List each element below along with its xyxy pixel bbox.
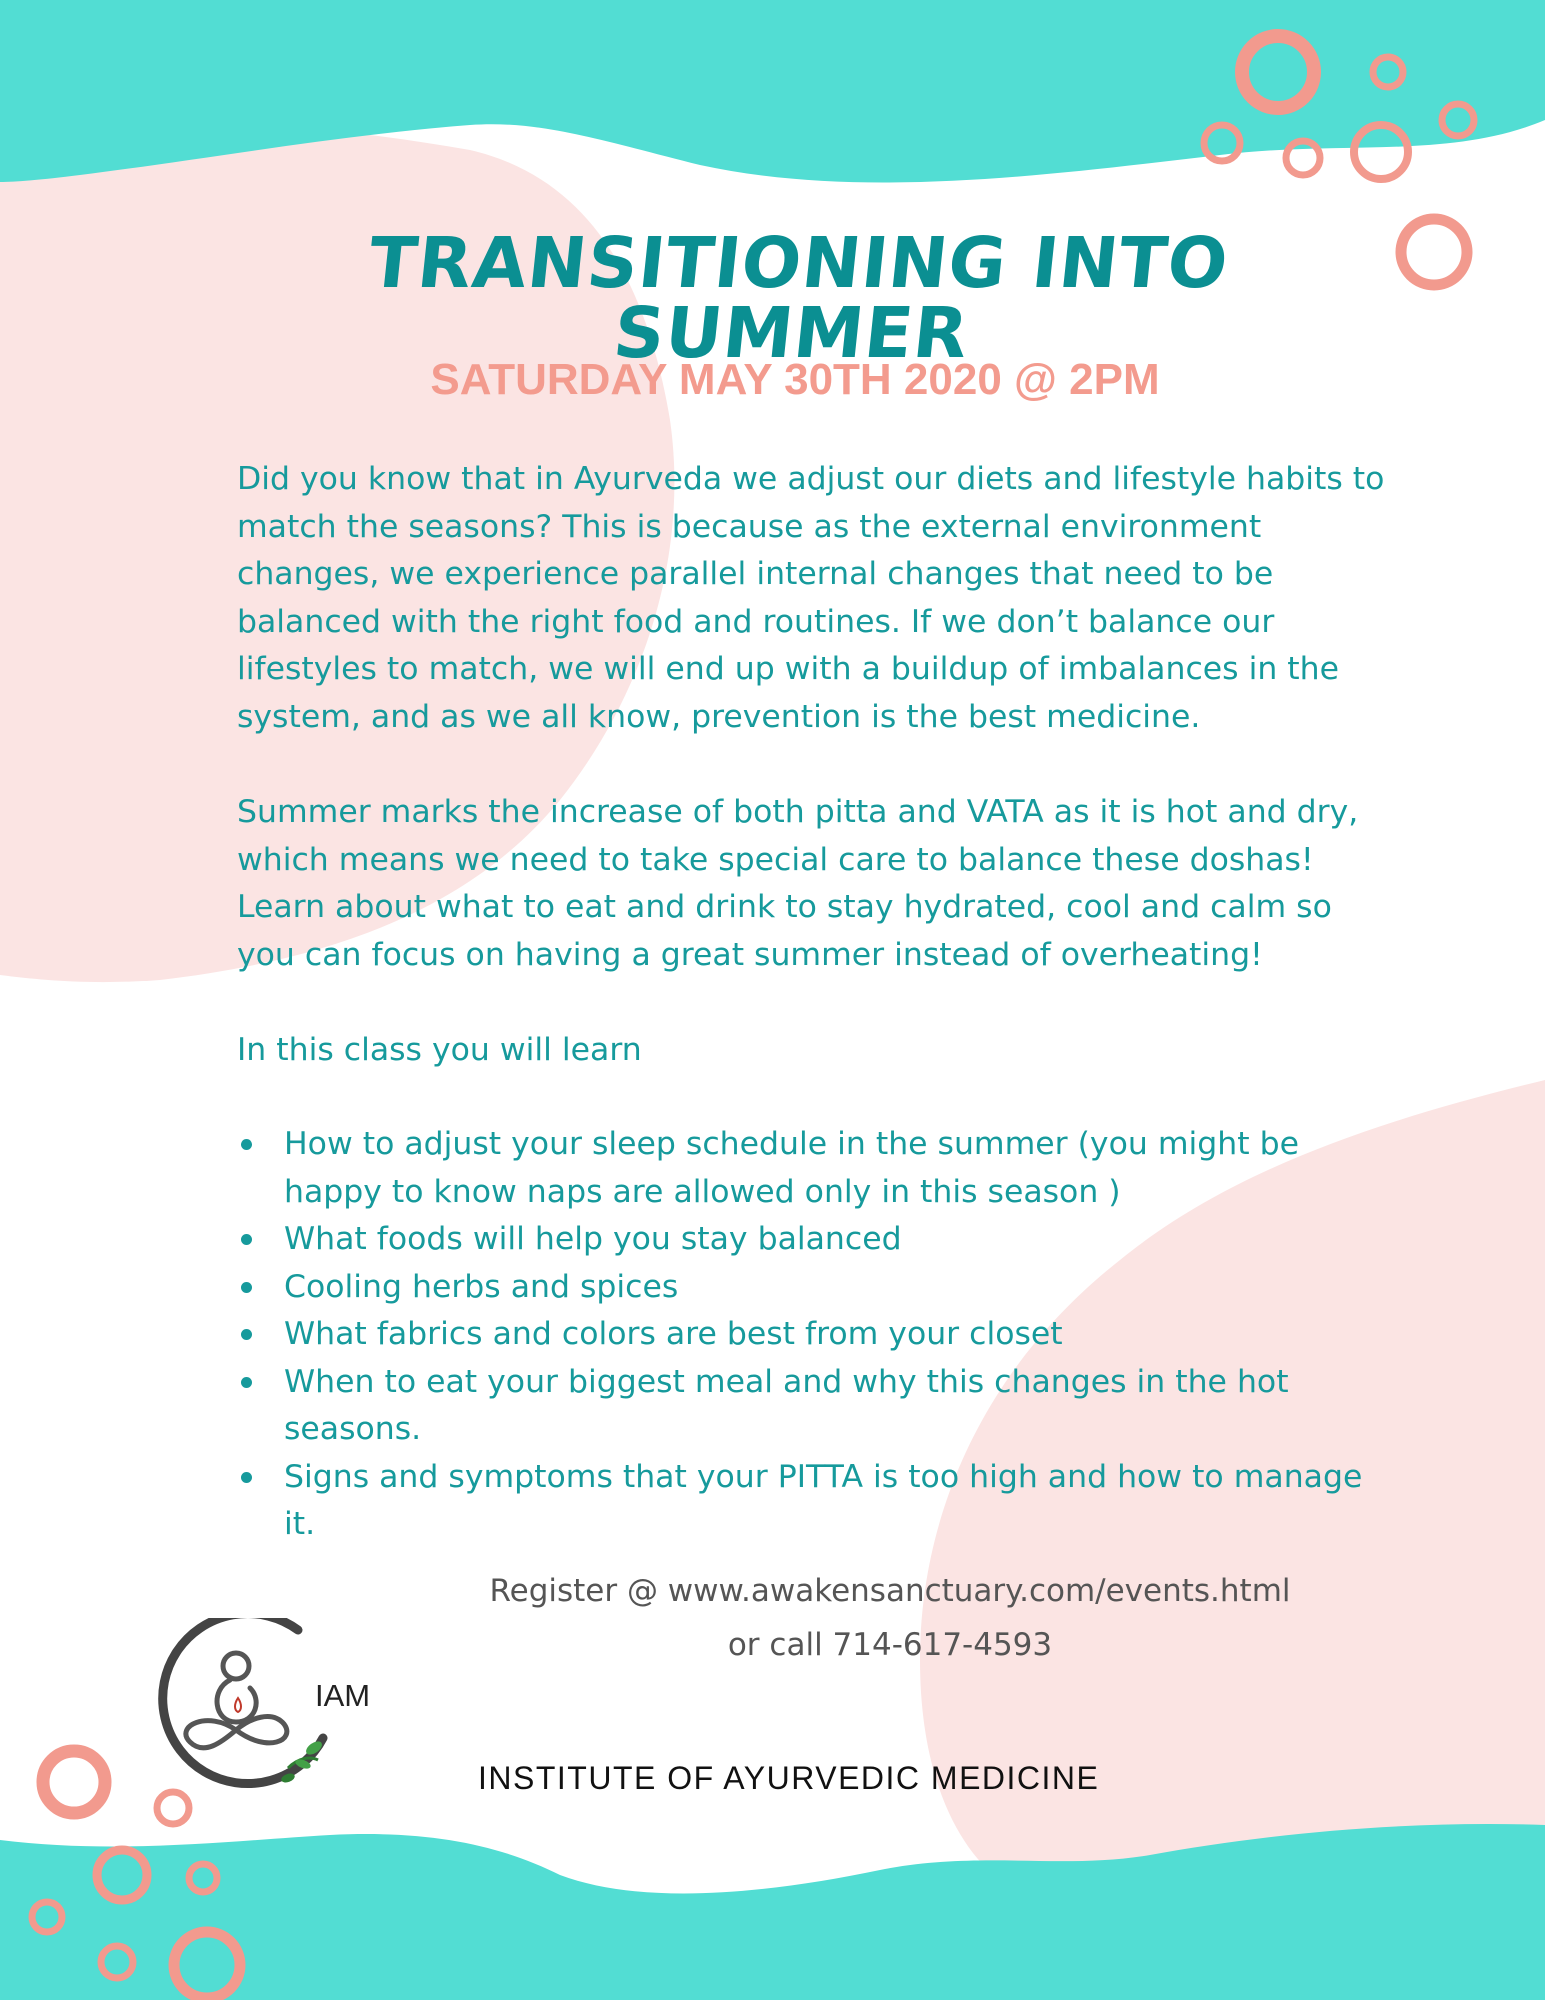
bullet-icon	[241, 1234, 252, 1245]
bullet-icon	[241, 1282, 252, 1293]
bullet-icon	[241, 1472, 252, 1483]
logo-text: IAM	[315, 1678, 371, 1713]
list-item: When to eat your biggest meal and why this changes in the hot seasons.	[237, 1359, 1387, 1454]
list-item: What fabrics and colors are best from your closet	[237, 1311, 1387, 1359]
list-item: Cooling herbs and spices	[237, 1264, 1387, 1312]
event-date: SATURDAY MAY 30TH 2020 @ 2PM	[430, 355, 1160, 404]
event-title: TRANSITIONING INTO SUMMER	[364, 222, 1233, 374]
meditating-figure-icon	[138, 1618, 338, 1800]
class-intro: In this class you will learn	[237, 1032, 642, 1068]
list-item: What foods will help you stay balanced	[237, 1216, 1387, 1264]
bullet-icon	[241, 1377, 252, 1388]
phone-number[interactable]: or call 714-617-4593	[727, 1627, 1053, 1663]
list-item: Signs and symptoms that your PITTA is too high and how to manage it.	[237, 1454, 1387, 1549]
institute-name: INSTITUTE OF AYURVEDIC MEDICINE	[478, 1760, 1100, 1796]
paragraph-1: Did you know that in Ayurveda we adjust our diets and lifestyle habits to match the seasons? This is because as the external environment changes, we experience parallel internal changes that need to be balanced with the right food and routines. If we don’t balance our lifestyles to match, we will end up with a buildup of imbalances in the system, and as we all know, prevention is the best medicine.	[237, 461, 1385, 735]
bullet-icon	[241, 1329, 252, 1340]
bullet-icon	[241, 1139, 252, 1150]
list-item: How to adjust your sleep schedule in the summer (you might be happy to know naps are allowed only in this season )	[237, 1121, 1387, 1216]
register-link[interactable]: Register @ www.awakensanctuary.com/events.html	[489, 1573, 1291, 1609]
paragraph-2: Summer marks the increase of both pitta and VATA as it is hot and dry, which means we need to take special care to balance these doshas! Learn about what to eat and drink to stay hydrated, cool and calm so you can focus on having a great summer instead of overheating!	[237, 794, 1359, 973]
learning-list	[237, 1121, 1387, 1549]
